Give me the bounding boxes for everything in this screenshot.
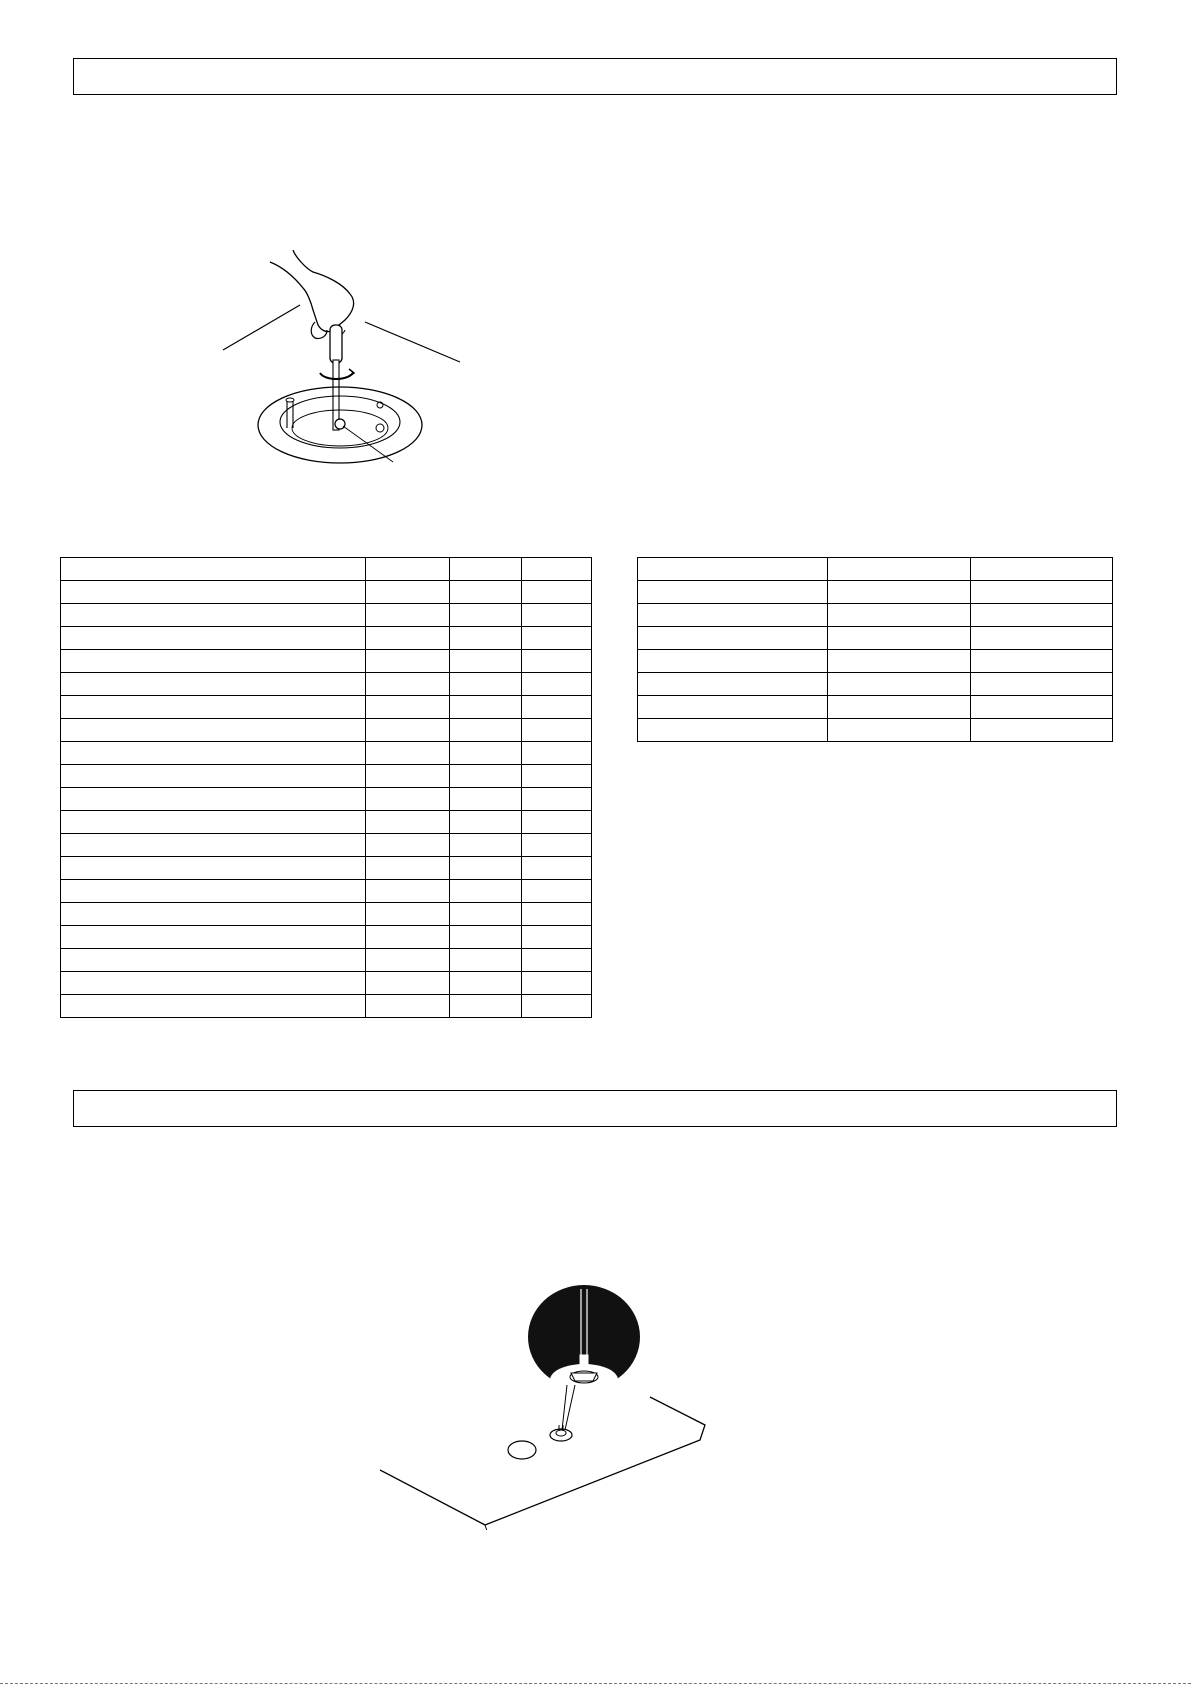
table-right-cell bbox=[971, 558, 1113, 581]
table-left-cell bbox=[61, 926, 366, 949]
table-right-cell bbox=[971, 650, 1113, 673]
table-left-cell bbox=[522, 788, 592, 811]
table-left-row bbox=[61, 995, 592, 1018]
table-left-cell bbox=[61, 650, 366, 673]
table-right-row bbox=[638, 696, 1113, 719]
section-header-1 bbox=[73, 58, 1117, 95]
table-left-cell bbox=[450, 788, 522, 811]
table-left-cell bbox=[61, 719, 366, 742]
table-left-cell bbox=[366, 903, 450, 926]
burner-detail-illustration bbox=[375, 1285, 710, 1530]
table-left-row bbox=[61, 811, 592, 834]
table-left-cell bbox=[366, 627, 450, 650]
table-right-cell bbox=[638, 719, 828, 742]
table-left-cell bbox=[366, 604, 450, 627]
specification-table-right bbox=[637, 557, 1113, 742]
table-right-cell bbox=[638, 558, 828, 581]
table-left-row bbox=[61, 604, 592, 627]
table-left-cell bbox=[522, 926, 592, 949]
table-left-row bbox=[61, 788, 592, 811]
table-right-cell bbox=[638, 673, 828, 696]
table-left-row bbox=[61, 765, 592, 788]
table-right-cell bbox=[828, 719, 971, 742]
table-left-cell bbox=[61, 788, 366, 811]
section-title-2 bbox=[74, 1091, 1116, 1107]
table-left-cell bbox=[61, 880, 366, 903]
table-left-cell bbox=[522, 558, 592, 581]
table-right-cell bbox=[828, 558, 971, 581]
table-right-row bbox=[638, 650, 1113, 673]
table-left-row bbox=[61, 949, 592, 972]
table-left-cell bbox=[366, 880, 450, 903]
table-left-row bbox=[61, 650, 592, 673]
specification-table-left bbox=[60, 557, 592, 1018]
table-left-cell bbox=[450, 811, 522, 834]
table-left-row bbox=[61, 742, 592, 765]
table-left-row bbox=[61, 719, 592, 742]
table-left-cell bbox=[522, 765, 592, 788]
table-left-cell bbox=[366, 811, 450, 834]
table-left-cell bbox=[450, 972, 522, 995]
table-right-row bbox=[638, 558, 1113, 581]
table-left-cell bbox=[61, 742, 366, 765]
table-right-cell bbox=[828, 696, 971, 719]
table-left-cell bbox=[61, 834, 366, 857]
table-left-cell bbox=[522, 673, 592, 696]
table-right-cell bbox=[971, 696, 1113, 719]
table-left-cell bbox=[450, 995, 522, 1018]
table-left-cell bbox=[450, 604, 522, 627]
table-left-row bbox=[61, 926, 592, 949]
table-left-cell bbox=[522, 880, 592, 903]
page-bottom-edge bbox=[0, 1683, 1191, 1684]
table-left-cell bbox=[450, 558, 522, 581]
table-left-cell bbox=[61, 949, 366, 972]
table-left-cell bbox=[450, 834, 522, 857]
table-left-cell bbox=[61, 627, 366, 650]
table-left-cell bbox=[61, 765, 366, 788]
table-left-cell bbox=[61, 995, 366, 1018]
table-left-cell bbox=[450, 627, 522, 650]
section-title-1 bbox=[74, 59, 1116, 75]
table-left-cell bbox=[366, 972, 450, 995]
table-right-row bbox=[638, 627, 1113, 650]
table-right-cell bbox=[638, 696, 828, 719]
table-right-cell bbox=[971, 719, 1113, 742]
table-left-row bbox=[61, 857, 592, 880]
table-left-cell bbox=[522, 972, 592, 995]
table-left-cell bbox=[366, 995, 450, 1018]
table-left-cell bbox=[522, 604, 592, 627]
table-right-cell bbox=[828, 627, 971, 650]
table-left-cell bbox=[522, 995, 592, 1018]
table-left-cell bbox=[366, 581, 450, 604]
table-left-cell bbox=[61, 972, 366, 995]
table-left-cell bbox=[61, 558, 366, 581]
table-left-row bbox=[61, 972, 592, 995]
table-left-cell bbox=[450, 581, 522, 604]
table-left-cell bbox=[450, 880, 522, 903]
table-right-cell bbox=[971, 604, 1113, 627]
table-left-cell bbox=[522, 719, 592, 742]
table-left-cell bbox=[522, 857, 592, 880]
table-left-cell bbox=[366, 926, 450, 949]
table-left-row bbox=[61, 880, 592, 903]
section-header-2 bbox=[73, 1090, 1117, 1127]
table-left-cell bbox=[450, 673, 522, 696]
table-left-cell bbox=[61, 696, 366, 719]
table-left-row bbox=[61, 581, 592, 604]
table-right-row bbox=[638, 581, 1113, 604]
table-right-cell bbox=[638, 604, 828, 627]
table-left-cell bbox=[366, 742, 450, 765]
table-left-cell bbox=[61, 903, 366, 926]
table-left-cell bbox=[366, 650, 450, 673]
table-left-row bbox=[61, 558, 592, 581]
table-left-cell bbox=[366, 949, 450, 972]
table-left-cell bbox=[61, 581, 366, 604]
table-left-cell bbox=[522, 903, 592, 926]
table-left-cell bbox=[450, 903, 522, 926]
table-left-cell bbox=[522, 627, 592, 650]
table-left-cell bbox=[450, 719, 522, 742]
table-left-cell bbox=[522, 742, 592, 765]
table-left-cell bbox=[61, 604, 366, 627]
table-right-cell bbox=[971, 627, 1113, 650]
table-left-cell bbox=[366, 834, 450, 857]
table-left-cell bbox=[450, 696, 522, 719]
table-left-cell bbox=[366, 765, 450, 788]
table-right-row bbox=[638, 673, 1113, 696]
table-right-cell bbox=[638, 627, 828, 650]
table-left-cell bbox=[366, 719, 450, 742]
table-left-row bbox=[61, 673, 592, 696]
table-left-cell bbox=[366, 857, 450, 880]
table-right-cell bbox=[828, 604, 971, 627]
table-left-cell bbox=[522, 811, 592, 834]
table-left-cell bbox=[450, 765, 522, 788]
table-left-cell bbox=[450, 949, 522, 972]
table-left-row bbox=[61, 627, 592, 650]
table-left-cell bbox=[366, 673, 450, 696]
table-left-cell bbox=[522, 581, 592, 604]
table-left-cell bbox=[522, 696, 592, 719]
table-left-cell bbox=[366, 788, 450, 811]
table-left-row bbox=[61, 834, 592, 857]
table-left-cell bbox=[522, 834, 592, 857]
table-left-cell bbox=[522, 650, 592, 673]
table-left-cell bbox=[366, 696, 450, 719]
table-right-cell bbox=[828, 581, 971, 604]
table-right-cell bbox=[828, 673, 971, 696]
table-right-cell bbox=[971, 673, 1113, 696]
table-left-cell bbox=[450, 650, 522, 673]
table-left-cell bbox=[450, 742, 522, 765]
table-right-cell bbox=[971, 581, 1113, 604]
table-left-cell bbox=[61, 857, 366, 880]
table-left-cell bbox=[450, 857, 522, 880]
table-left-cell bbox=[366, 558, 450, 581]
table-left-cell bbox=[522, 949, 592, 972]
table-left-row bbox=[61, 903, 592, 926]
table-left-cell bbox=[61, 811, 366, 834]
table-right-cell bbox=[638, 581, 828, 604]
table-left-cell bbox=[61, 673, 366, 696]
table-right-cell bbox=[638, 650, 828, 673]
table-right-row bbox=[638, 719, 1113, 742]
table-left-cell bbox=[450, 926, 522, 949]
table-right-row bbox=[638, 604, 1113, 627]
table-left-row bbox=[61, 696, 592, 719]
burner-adjustment-illustration bbox=[215, 250, 485, 475]
table-right-cell bbox=[828, 650, 971, 673]
